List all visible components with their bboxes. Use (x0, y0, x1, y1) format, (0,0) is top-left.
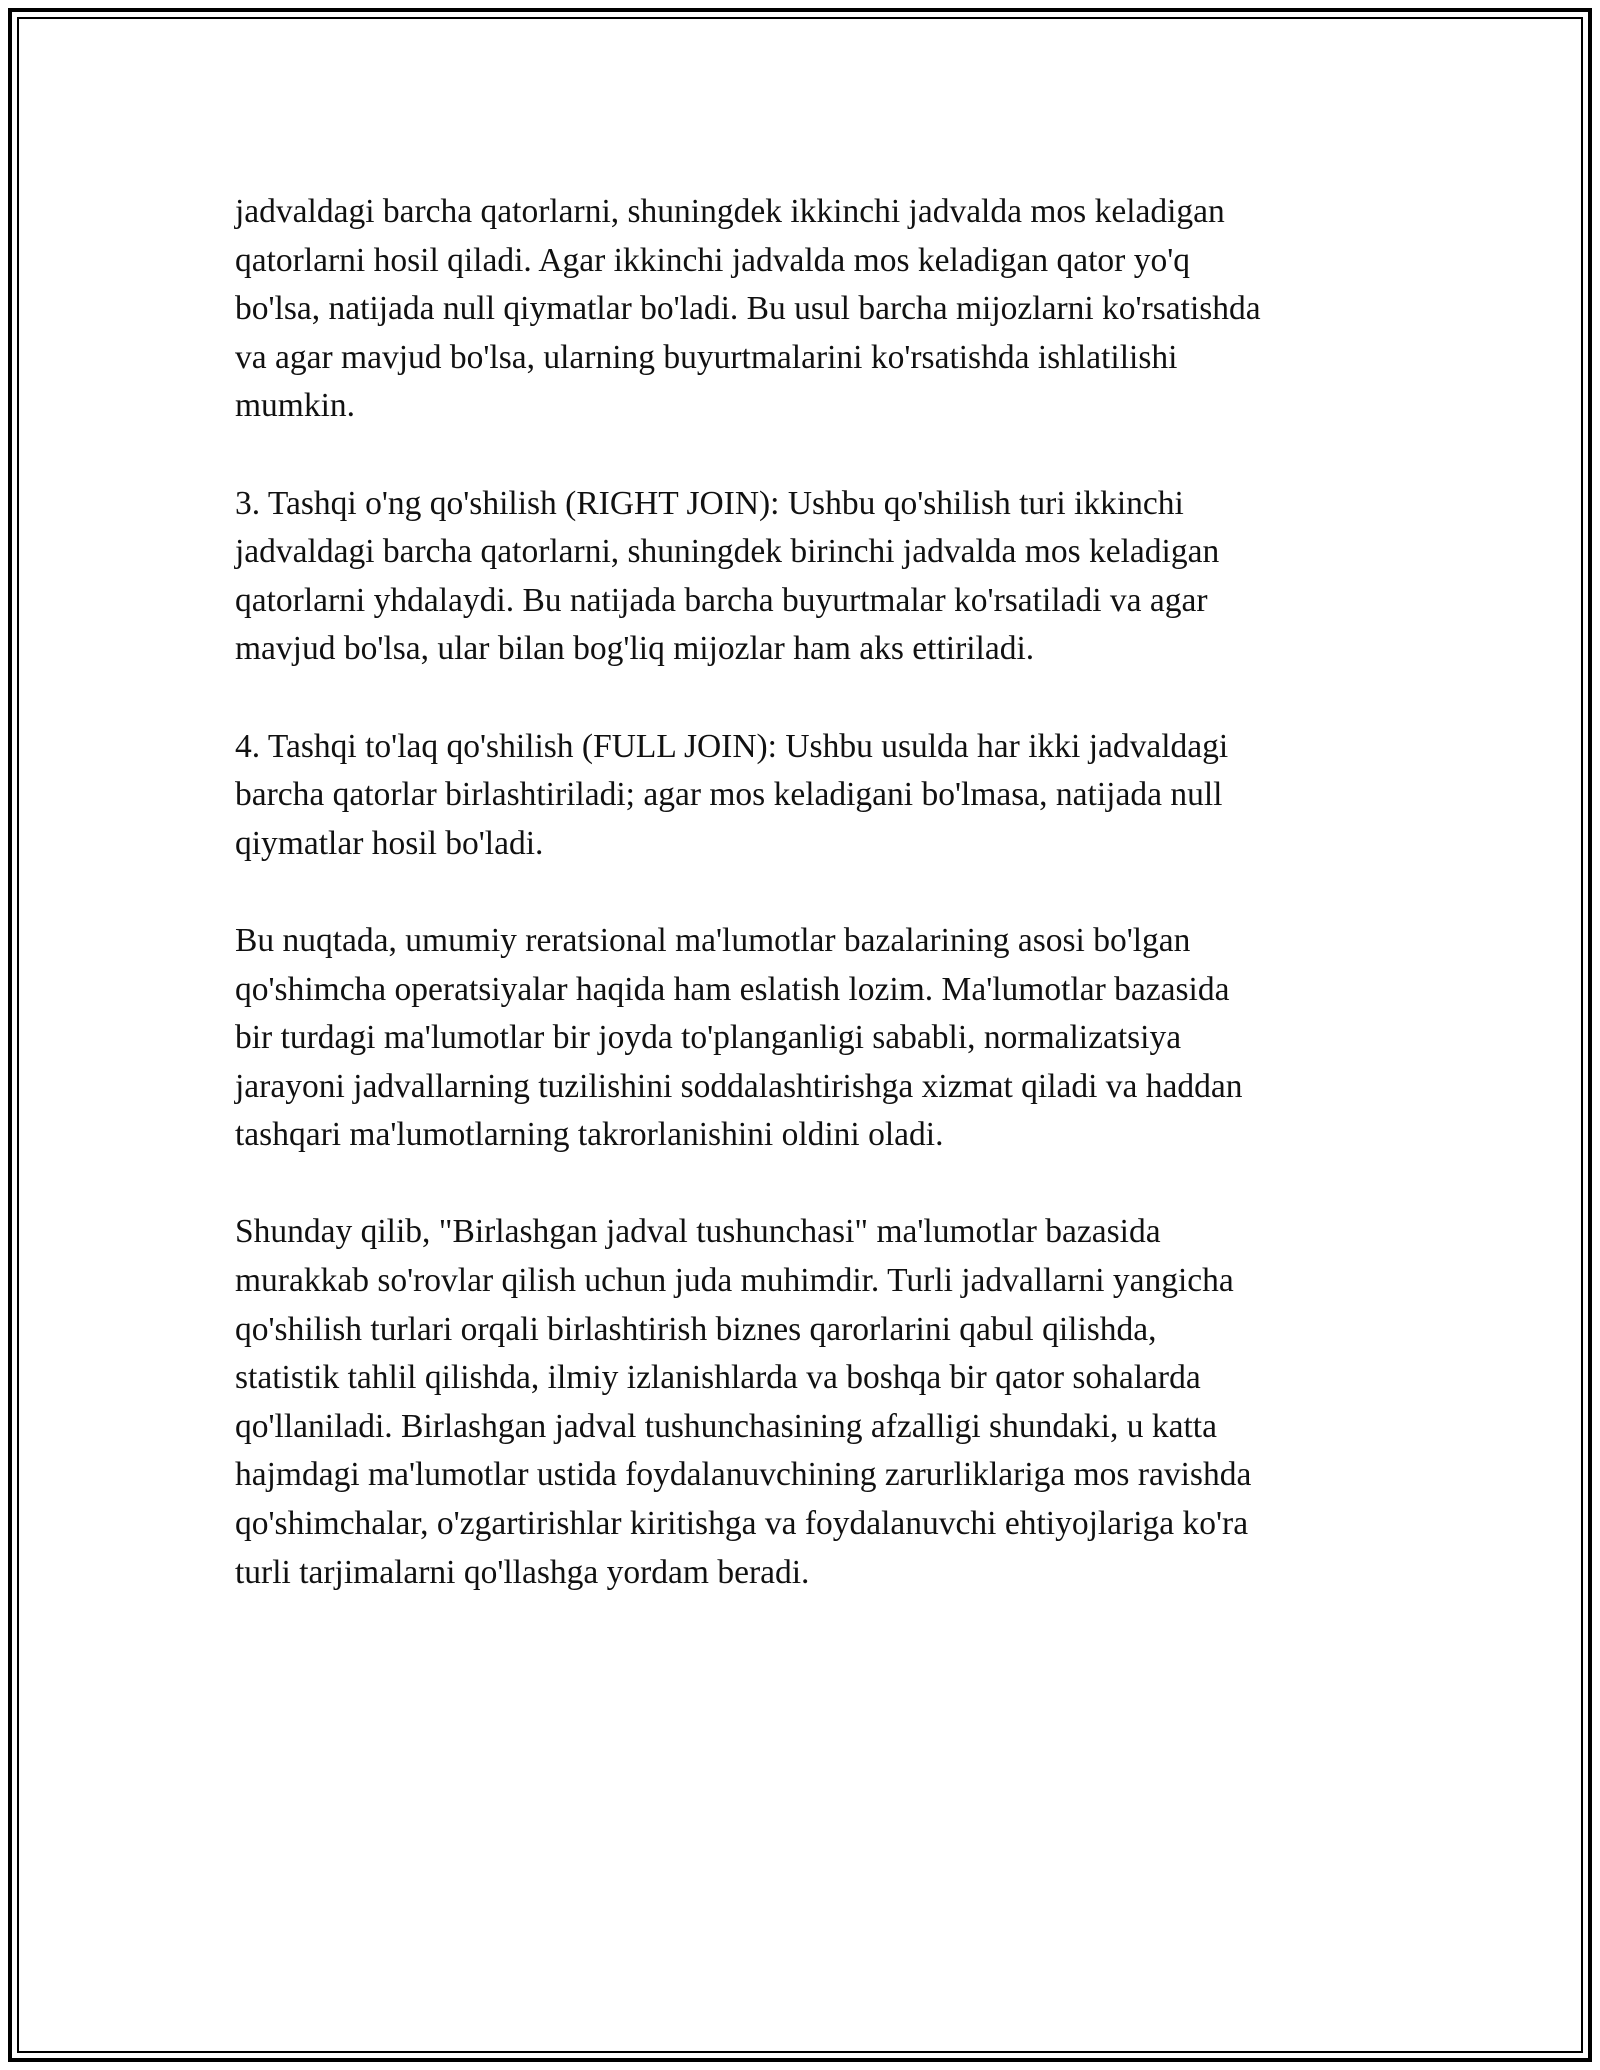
paragraph-right-join (235, 480, 1375, 674)
text-line: qatorlarni hosil qiladi. Agar ikkinchi jadvalda mos keladigan qator yo'q (235, 241, 1190, 279)
text-line: 3. Tashqi o'ng qo'shilish (RIGHT JOIN): Ushbu qo'shilish turi ikkinchi (235, 484, 1184, 522)
text-line: barcha qatorlar birlashtiriladi; agar mos keladigani bo'lmasa, natijada null (235, 776, 1223, 814)
text-line: mumkin. (235, 387, 356, 425)
document-body (235, 188, 1375, 1646)
text-line: qo'shimchalar, o'zgartirishlar kiritishga va foydalanuvchi ehtiyojlariga ko'ra (235, 1505, 1249, 1543)
text-line: qo'llaniladi. Birlashgan jadval tushunchasining afzalligi shundaki, u katta (235, 1407, 1217, 1445)
text-line: bir turdagi ma'lumotlar bir joyda to'planganligi sababli, normalizatsiya (235, 1019, 1182, 1057)
text-line: 4. Tashqi to'laq qo'shilish (FULL JOIN): Ushbu usulda har ikki jadvaldagi (235, 727, 1229, 765)
text-line: hajmdagi ma'lumotlar ustida foydalanuvchining zarurliklariga mos ravishda (235, 1456, 1252, 1494)
paragraph-left-join-continued (235, 188, 1375, 431)
text-line: mavjud bo'lsa, ular bilan bog'liq mijozlar ham aks ettiriladi. (235, 630, 1035, 668)
text-line: tashqari ma'lumotlarning takrorlanishini oldini oladi. (235, 1116, 944, 1154)
text-line: bo'lsa, natijada null qiymatlar bo'ladi. Bu usul barcha mijozlarni ko'rsatishda (235, 290, 1261, 328)
text-line: jarayoni jadvallarning tuzilishini soddalashtirishga xizmat qiladi va haddan (235, 1067, 1243, 1105)
text-line: qo'shilish turlari orqali birlashtirish biznes qarorlarini qabul qilishda, (235, 1310, 1157, 1348)
text-line: murakkab so'rovlar qilish uchun juda muhimdir. Turli jadvallarni yangicha (235, 1262, 1234, 1300)
text-line: Bu nuqtada, umumiy reratsional ma'lumotlar bazalarining asosi bo'lgan (235, 921, 1191, 959)
text-line: statistik tahlil qilishda, ilmiy izlanishlarda va boshqa bir qator sohalarda (235, 1359, 1201, 1397)
text-line: turli tarjimalarni qo'llashga yordam beradi. (235, 1553, 810, 1591)
paragraph-normalization (235, 917, 1375, 1160)
text-line: qatorlarni yhdalaydi. Bu natijada barcha buyurtmalar ko'rsatiladi va agar (235, 581, 1208, 619)
text-line: qo'shimcha operatsiyalar haqida ham eslatish lozim. Ma'lumotlar bazasida (235, 970, 1230, 1008)
paragraph-full-join (235, 723, 1375, 869)
text-line: jadvaldagi barcha qatorlarni, shuningdek birinchi jadvalda mos keladigan (235, 533, 1220, 571)
text-line: va agar mavjud bo'lsa, ularning buyurtmalarini ko'rsatishda ishlatilishi (235, 338, 1178, 376)
text-line: jadvaldagi barcha qatorlarni, shuningdek ikkinchi jadvalda mos keladigan (235, 193, 1225, 230)
paragraph-conclusion (235, 1208, 1375, 1597)
text-line: qiymatlar hosil bo'ladi. (235, 824, 544, 862)
text-line: Shunday qilib, "Birlashgan jadval tushunchasi" ma'lumotlar bazasida (235, 1213, 1161, 1251)
